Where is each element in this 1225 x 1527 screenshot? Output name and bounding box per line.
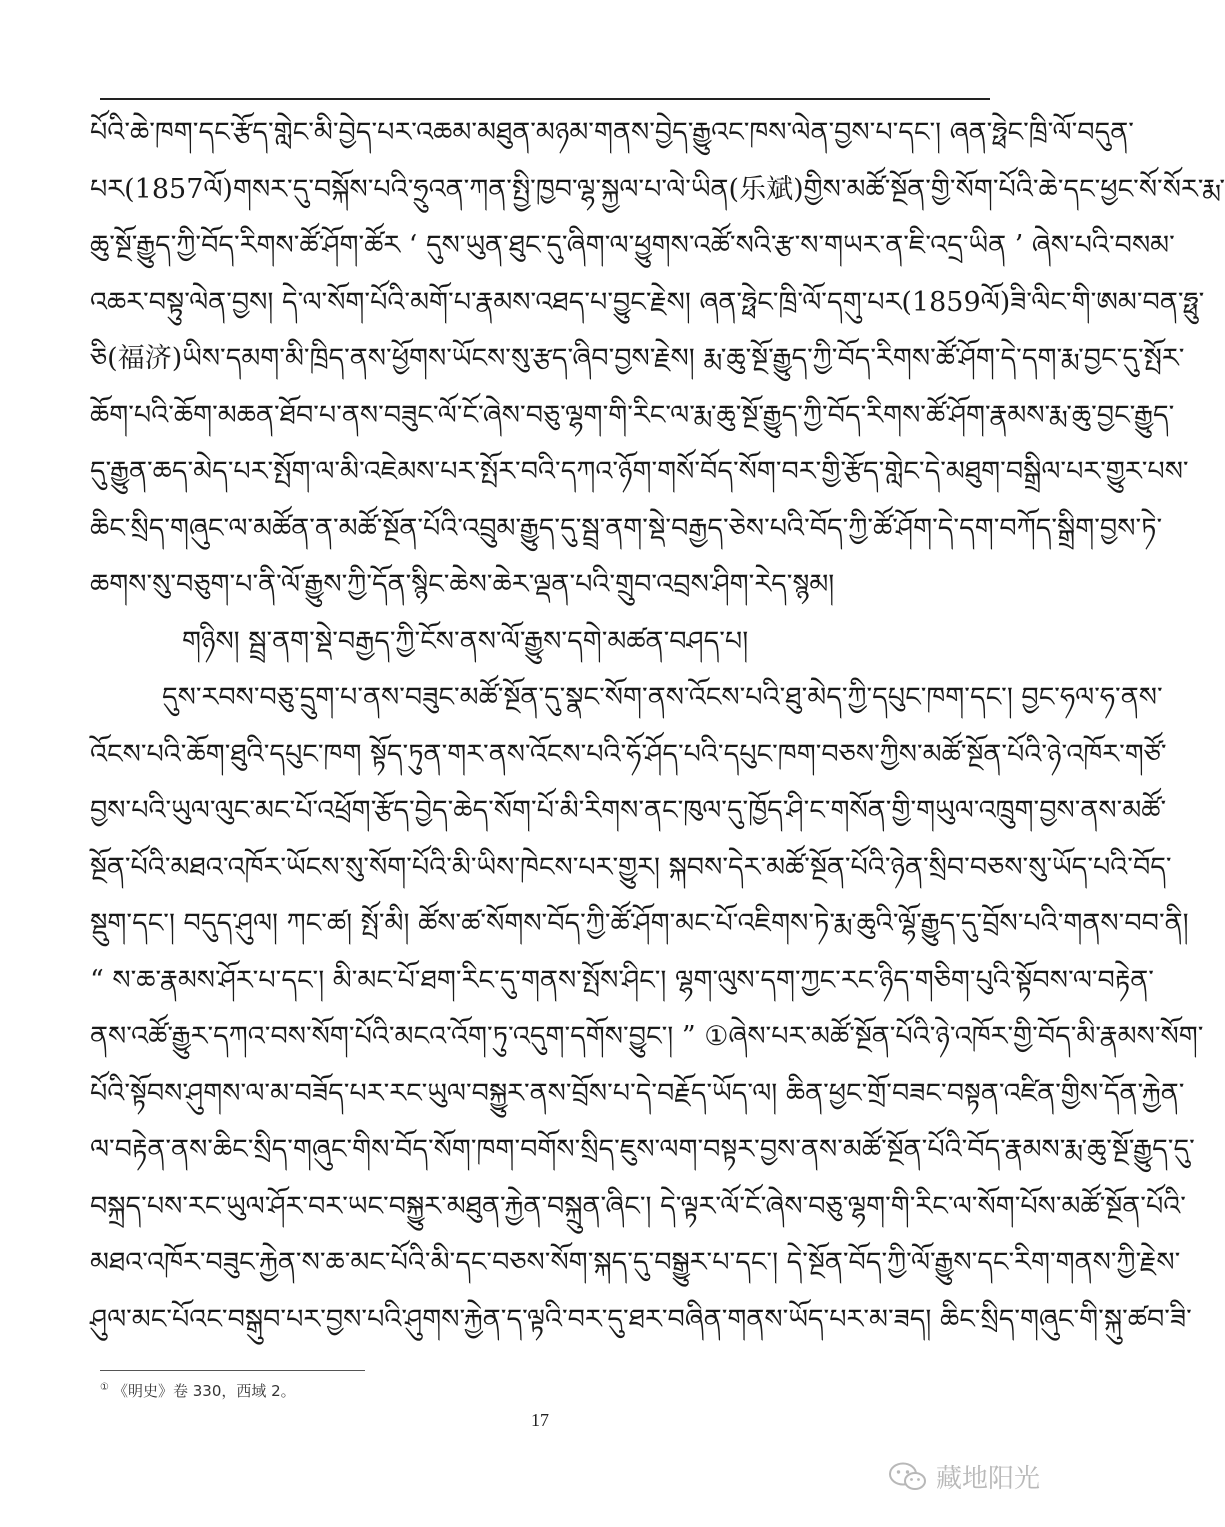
body-text: [90, 105, 1225, 1348]
text-line: ཅི(福济)ཡིས་དམག་མི་ཁྲིད་ནས་ཕྱོགས་ཡོངས་སུ་རྩད་ཞིབ་བྱས་རྗེས། རྨ་ཆུ་སྔོ་རྒྱུད་ཀྱི་བོད་རིགས་ཚོ་ཤོག་དེ་དག་རྨ་བྱང་དུ་སྤོར་: [90, 343, 1185, 374]
text-line: སྡུག་དང་། བདུད་ཤུལ། ཀང་ཚ། སྤོ་མི། ཚོས་ཚ་སོགས་བོད་ཀྱི་ཚོ་ཤོག་མང་པོ་འཇིགས་ཏེ་རྨ་ཆུའི་ལྷོ་རྒྱུད་དུ་བྲོས་པའི་གནས་བབ་ནི།: [90, 908, 1189, 939]
text-line: བྱས་པའི་ཡུལ་ལུང་མང་པོ་འཕྲོག་རྩོད་བྱེད་ཆེད་སོག་པོ་མི་རིགས་ནང་ཁུལ་དུ་ཁྱོད་ཤི་ང་གསོན་གྱི་གཡུལ་འཁྲུག་བྱས་ནས་མཚོ་: [90, 795, 1167, 826]
text-line: པར(1857ལོ)གསར་དུ་བསྐོས་པའི་ཧྲུའན་ཀན་སྤྱི་ཁྱབ་ལྷ་སྐྱལ་པ་ལེ་ཡིན(乐斌)གྱིས་མཚོ་སྔོན་གྱི་སོག་པོའི་ཆེ་དང་ཕྱང་སོ་སོར་རྨ་: [90, 173, 1225, 205]
text-line: “ ས་ཆ་རྣམས་ཤོར་པ་དང་། མི་མང་པོ་ཐག་རིང་དུ་གནས་སྤོས་ཤིང་། ལྷག་ལུས་དག་ཀྱང་རང་ཉིད་གཅིག་པུའི་སྟོབས་ལ་བརྟེན་: [90, 964, 1154, 996]
text-line: ལ་བརྟེན་ནས་ཆིང་སྲིད་གཞུང་གིས་བོད་སོག་ཁག་བགོས་སྲིད་ཇུས་ལག་བསྟར་བྱས་ནས་མཚོ་སྔོན་པོའི་བོད་རྣམས་རྨ་ཆུ་སྔོ་རྒྱུད་དུ་: [90, 1134, 1195, 1165]
text-line: ཆིང་སྲིད་གཞུང་ལ་མཚོན་ན་མཚོ་སྔོན་པོའི་འབྲུམ་རྒྱུད་དུ་སྦྲ་ནག་སྡེ་བརྒྱད་ཅེས་པའི་བོད་ཀྱི་ཚོ་ཤོག་དེ་དག་བཀོད་སྒྲིག་བྱས་ཏེ་: [90, 512, 1163, 544]
text-line: དུ་རྒྱུན་ཆད་མེད་པར་སྤོག་ལ་མི་འཇེམས་པར་སྤོར་བའི་དཀའ་ཉོག་གསོ་བོད་སོག་བར་གྱི་རྩོད་གླེང་དེ་མཐུག་བསྒྲིལ་པར་གྱུར་པས་: [90, 456, 1189, 487]
text-line: པོའི་སྟོབས་ཤུགས་ལ་མ་བཟོད་པར་རང་ཡུལ་བསྐྱུར་ནས་བྲོས་པ་དེ་བརྗོད་ཡོད་ལ། ཆིན་ཕྱང་གྲོ་བཟང་བསྟན་འཛིན་གྱིས་དོན་རྐྱེན་: [90, 1077, 1185, 1109]
text-line: དུས་རབས་བཅུ་དྲུག་པ་ནས་བཟུང་མཚོ་སྔོན་དུ་སྣང་སོག་ནས་འོངས་པའི་ཐུ་མེད་ཀྱི་དཔུང་ཁག་དང་། བྱང་ཧལ་ཧ་ནས་: [162, 682, 1163, 713]
footnote-text: 《明史》卷 330，西域 2。: [112, 1382, 296, 1400]
watermark: [888, 1458, 1040, 1495]
text-line: ནས་འཚོ་རྒྱུར་དཀའ་བས་སོག་པོའི་མངའ་འོག་ཏུ་འདུག་དགོས་བྱུང་། ” ①ཞེས་པར་མཚོ་སྔོན་པོའི་ཉེ་འཁོར་གྱི་བོད་མི་རྣམས་སོག་: [90, 1021, 1204, 1052]
text-line: ཤུལ་མང་པོའང་བསྒུབ་པར་བྱས་པའི་ཤུགས་རྐྱེན་ད་ལྟའི་བར་དུ་ཐར་བཞིན་གནས་ཡོད་པར་མ་ཟད། ཆིང་སྲིད་གཞུང་གི་སྐུ་ཚབ་ཟི་: [90, 1303, 1192, 1335]
text-line: མཐའ་འཁོར་བཟུང་རྐྱེན་ས་ཆ་མང་པོའི་མི་དང་བཅས་སོག་སྐད་དུ་བསྒྱུར་པ་དང་། དེ་སྔོན་བོད་ཀྱི་ལོ་རྒྱུས་དང་རིག་གནས་ཀྱི་རྗེས་: [90, 1247, 1181, 1278]
text-line: སྔོན་པོའི་མཐའ་འཁོར་ཡོངས་སུ་སོག་པོའི་མི་ཡིས་ཁེངས་པར་གྱུར། སྐབས་དེར་མཚོ་སྔོན་པོའི་ཉེན་སྲིབ་བཅས་སུ་ཡོད་པའི་བོད་: [90, 851, 1172, 883]
text-line: ཆགས་སུ་བཅུག་པ་ནི་ལོ་རྒྱུས་ཀྱི་དོན་སྙིང་ཆེས་ཆེར་ལྡན་པའི་གྲུབ་འབྲས་ཤིག་རེད་སྙམ།: [90, 569, 835, 600]
text-line: འོངས་པའི་ཆོག་ཐུའི་དཔུང་ཁག སྟོད་ཏུན་གར་ནས་འོངས་པའི་ཧོ་ཤོད་པའི་དཔུང་ཁག་བཅས་ཀྱིས་མཚོ་སྔོན་པོའི་ཉེ་འཁོར་གཙོ་: [90, 738, 1167, 770]
text-line: ཆོག་པའི་ཆོག་མཆན་ཐོབ་པ་ནས་བཟུང་ལོ་ངོ་ཞེས་བཅུ་ལྷག་གི་རིང་ལ་རྨ་ཆུ་སྔོ་རྒྱུད་ཀྱི་བོད་རིགས་ཚོ་ཤོག་རྣམས་རྨ་ཆུ་བྱང་རྒྱུད་: [90, 399, 1175, 431]
text-line: འཆར་བསྟུ་ལེན་བྱས། དེ་ལ་སོག་པོའི་མགོ་པ་རྣམས་འཐད་པ་བྱུང་རྗེས། ཞན་ཧྥེང་ཁྲི་ལོ་དགུ་པར(1859ལོ)ཟི་ལིང་གི་ཨམ་བན་ཧྥུ་: [90, 286, 1205, 318]
footnote-marker: ①: [100, 1382, 109, 1393]
watermark-text: 藏地阳光: [935, 1464, 1040, 1494]
page-number: 17: [531, 1410, 549, 1430]
footnote: [100, 1380, 296, 1401]
text-line: བསྐྲད་པས་རང་ཡུལ་ཤོར་བར་ཡང་བསྐྱུར་མཐུན་རྐྱེན་བསྐྲུན་ཞིང་། དེ་ལྟར་ལོ་ངོ་ཞེས་བཅུ་ལྷག་གི་རིང་ལ་སོག་པོས་མཚོ་སྔོན་པོའི་: [90, 1190, 1186, 1222]
header-rule: [100, 98, 990, 100]
footnote-rule: [100, 1370, 365, 1371]
text-line: ཆུ་སྔོ་རྒྱུད་ཀྱི་བོད་རིགས་ཚོ་ཤོག་ཚོར ‘ དུས་ཡུན་ཐུང་དུ་ཞིག་ལ་ཕྱུགས་འཚོ་སའི་རྩ་ས་གཡར་ན་ཇི་འདྲ་ཡིན ’ ཞེས་པའི་བསམ་: [90, 230, 1175, 261]
wechat-icon: [888, 1461, 928, 1493]
section-heading: གཉིས། སྦྲ་ནག་སྡེ་བརྒྱད་ཀྱི་ངོས་ནས་ལོ་རྒྱུས་དགེ་མཚན་བཤད་པ།: [182, 625, 749, 657]
text-line: པོའི་ཆེ་ཁག་དང་རྩོད་གླེང་མི་བྱེད་པར་འཆམ་མཐུན་མཉམ་གནས་བྱེད་རྒྱུའང་ཁས་ལེན་བྱས་པ་དང་། ཞན་ཧྥེང་ཁྲི་ལོ་བདུན་: [90, 117, 1134, 148]
